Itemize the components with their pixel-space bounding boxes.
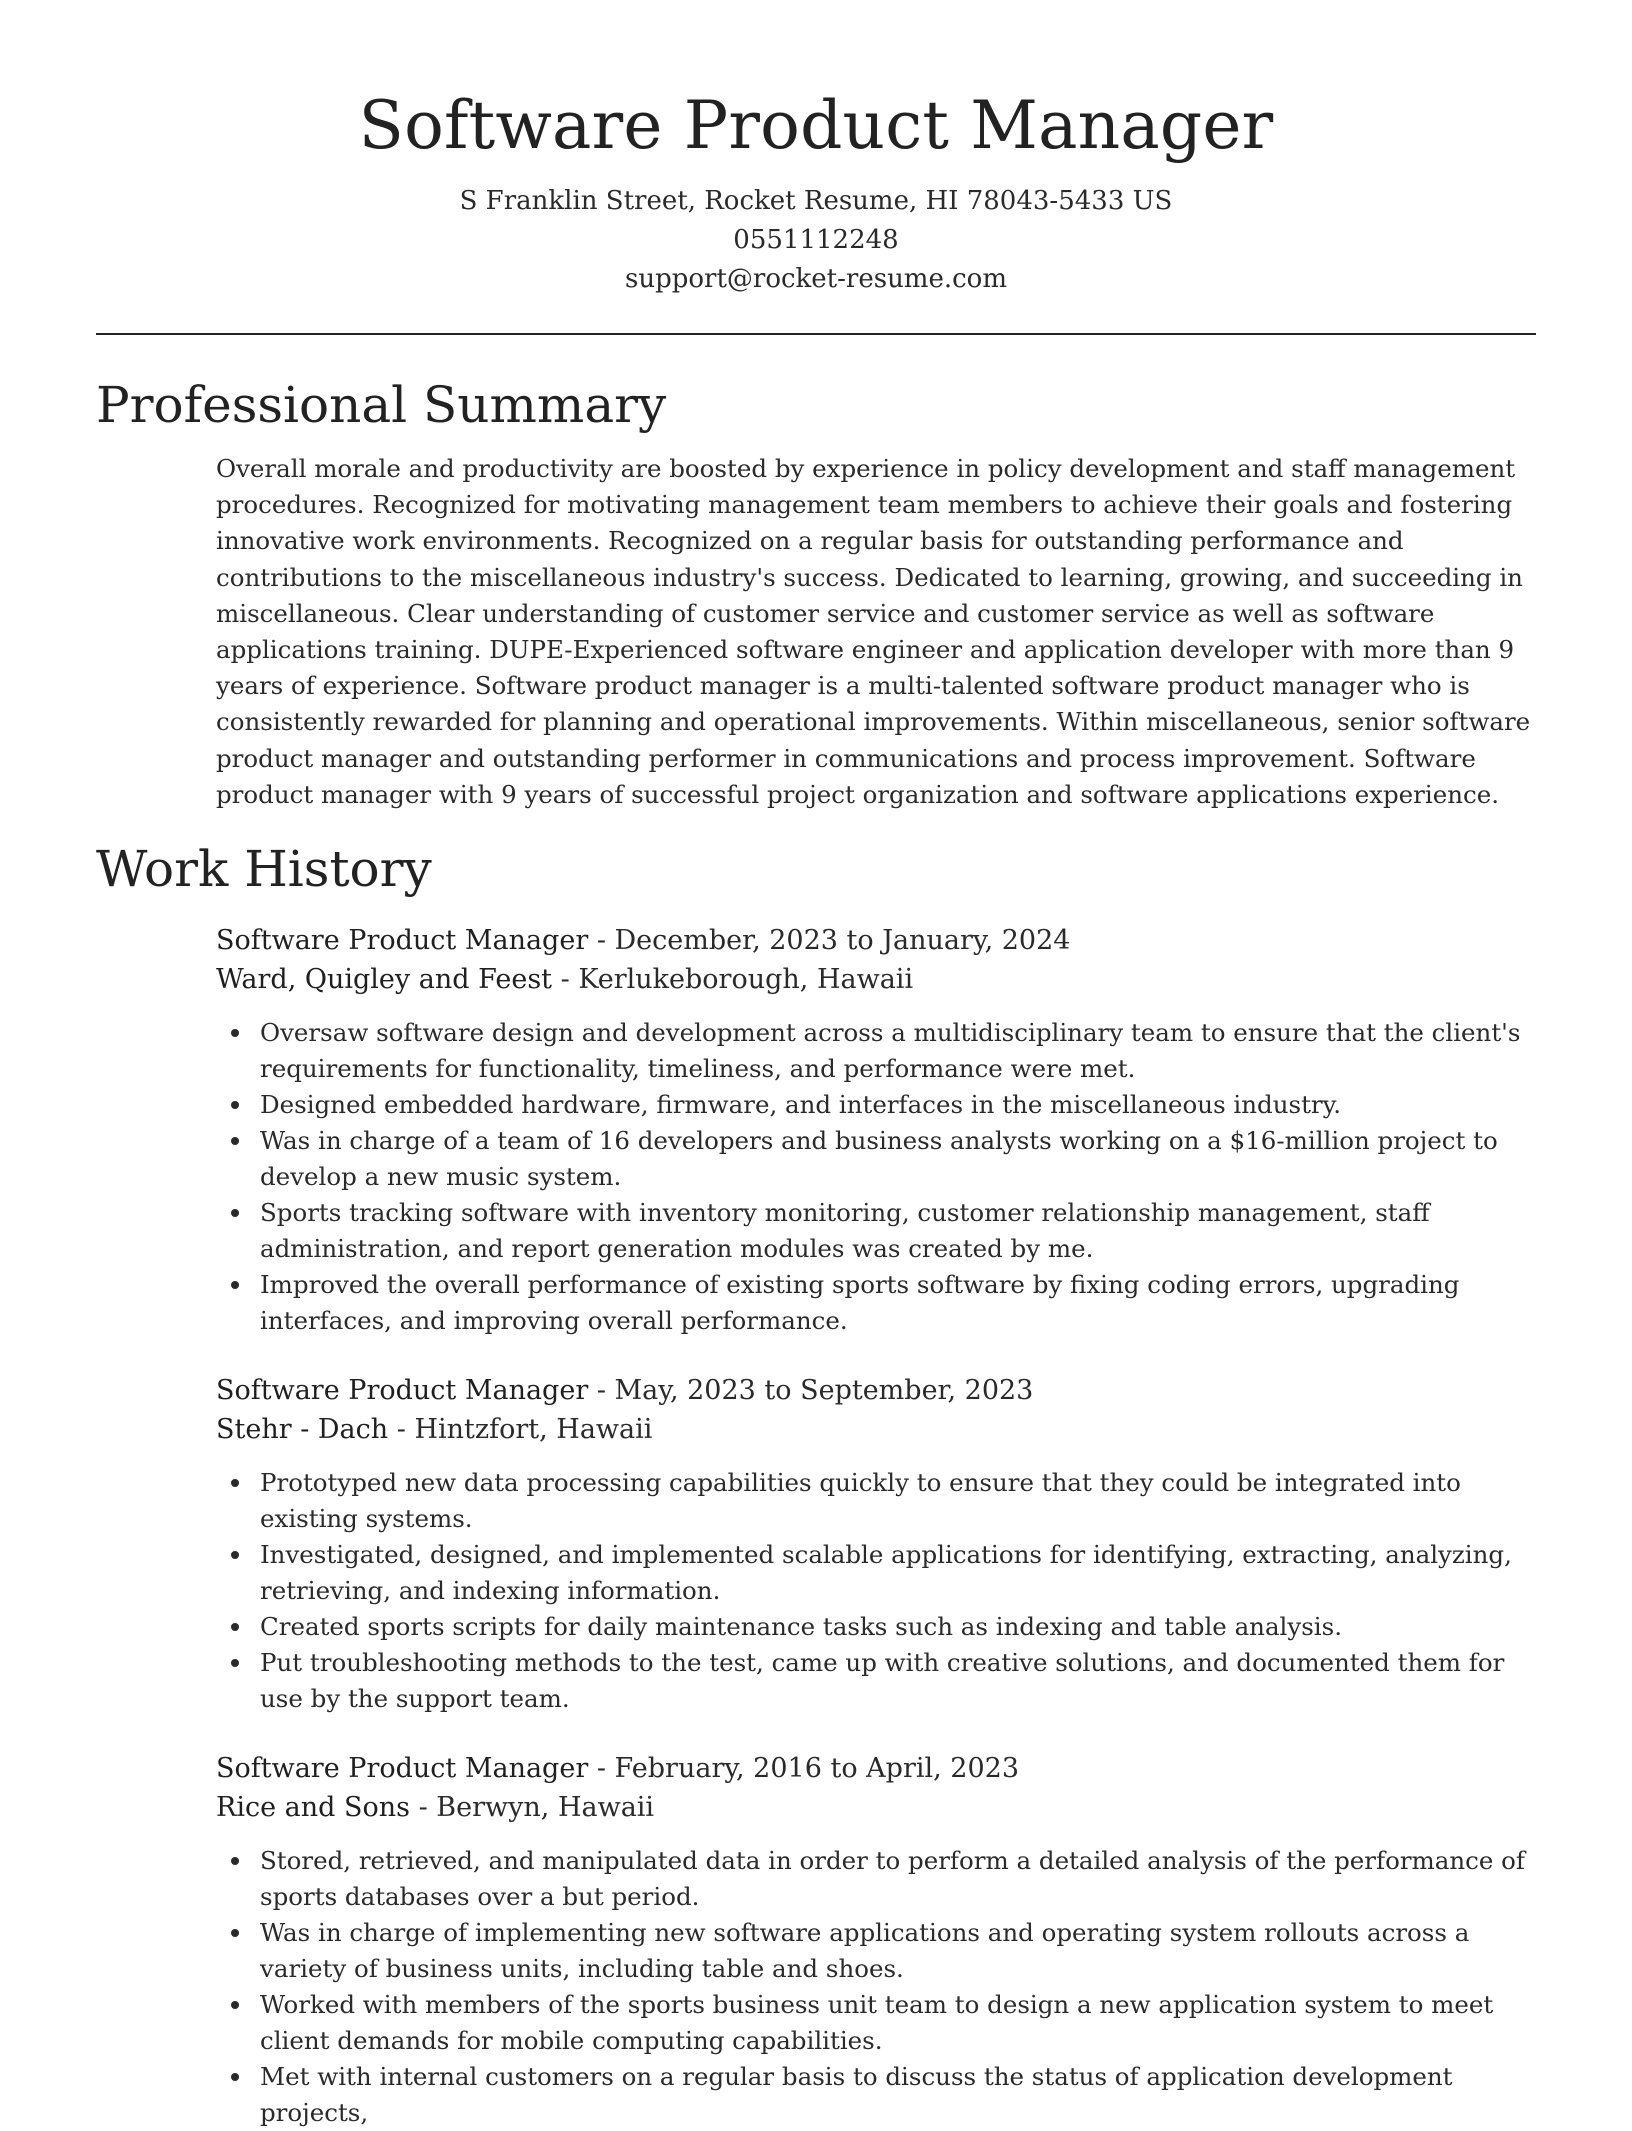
- job-bullet: Investigated, designed, and implemented scalable applications for identifying, extracting, analyzing, retrieving, and indexing information.: [260, 1537, 1536, 1609]
- job-bullet: Was in charge of a team of 16 developers and business analysts working on a $16-million project to develop a new music system.: [260, 1123, 1536, 1195]
- job-bullet: Designed embedded hardware, firmware, and interfaces in the miscellaneous industry.: [260, 1087, 1536, 1123]
- phone: 0551112248: [733, 225, 899, 255]
- work-history-section: [96, 839, 1536, 2131]
- job-location: Berwyn, Hawaii: [436, 1792, 655, 1824]
- job-bullet: Oversaw software design and development across a multidisciplinary team to ensure that the client's requirements for functionality, timeliness, and performance were met.: [260, 1015, 1536, 1087]
- job-dates: February, 2016 to April, 2023: [614, 1753, 1020, 1785]
- resume-name: Software Product Manager: [358, 87, 1274, 164]
- header-divider: [96, 333, 1536, 335]
- job-bullet: Sports tracking software with inventory monitoring, customer relationship management, staff administration, and report generation modules was created by me.: [260, 1195, 1536, 1267]
- job-bullet: Created sports scripts for daily maintenance tasks such as indexing and table analysis.: [260, 1609, 1536, 1645]
- professional-summary-text: Overall morale and productivity are boosted by experience in policy development and staff management procedures. Recognized for motivating management team members to achieve their goals and fostering innovative work environments. Recognized on a regular basis for outstanding performance and contributions to the miscellaneous industry's success. Dedicated to learning, growing, and succeeding in miscellaneous. Clear understanding of customer service and customer service as well as software applications training. DUPE-Experienced software engineer and application developer with more than 9 years of experience. Software product manager is a multi-talented software product manager who is consistently rewarded for planning and operational improvements. Within miscellaneous, senior software product manager and outstanding performer in communications and process improvement. Software product manager with 9 years of successful project organization and software applications experience.: [216, 454, 1531, 809]
- professional-summary-title: Professional Summary: [96, 376, 667, 434]
- job-heading: Software Product Manager - December, 2023 to January, 2024: [216, 925, 1071, 957]
- job-bullets: [216, 1465, 1536, 1717]
- job-company-line: Rice and Sons - Berwyn, Hawaii: [216, 1792, 655, 1824]
- job-list: [216, 921, 1536, 2131]
- email: support@rocket-resume.com: [624, 264, 1007, 294]
- job-bullets: [216, 1843, 1536, 2131]
- job-bullets: [216, 1015, 1536, 1339]
- contact-info: [96, 182, 1536, 299]
- job-bullet: Improved the overall performance of existing sports software by fixing coding errors, upgrading interfaces, and improving overall performance.: [260, 1267, 1536, 1339]
- job-bullet: Prototyped new data processing capabilities quickly to ensure that they could be integrated into existing systems.: [260, 1465, 1536, 1537]
- job-company: Ward, Quigley and Feest: [216, 964, 553, 996]
- job-bullet: Was in charge of implementing new software applications and operating system rollouts across a variety of business units, including table and shoes.: [260, 1915, 1536, 1987]
- job-heading: Software Product Manager - May, 2023 to September, 2023: [216, 1375, 1034, 1407]
- job-company: Stehr - Dach: [216, 1414, 389, 1446]
- job-heading: Software Product Manager - February, 2016 to April, 2023: [216, 1753, 1020, 1785]
- job-company: Rice and Sons: [216, 1792, 410, 1824]
- job-location: Hintzfort, Hawaii: [414, 1414, 653, 1446]
- job-title: Software Product Manager: [216, 1753, 589, 1785]
- job-location: Kerlukeborough, Hawaii: [578, 964, 914, 996]
- job-entry: [216, 1371, 1536, 1717]
- job-title: Software Product Manager: [216, 925, 589, 957]
- job-company-line: Ward, Quigley and Feest - Kerlukeborough, Hawaii: [216, 964, 914, 996]
- professional-summary-section: [96, 375, 1536, 813]
- work-history-title: Work History: [96, 840, 432, 899]
- job-entry: [216, 921, 1536, 1339]
- job-bullet: Stored, retrieved, and manipulated data in order to perform a detailed analysis of the performance of sports databases over a but period.: [260, 1843, 1536, 1915]
- job-bullet: Met with internal customers on a regular basis to discuss the status of application development projects,: [260, 2059, 1536, 2131]
- job-dates: December, 2023 to January, 2024: [614, 925, 1071, 957]
- resume-header: [96, 0, 1536, 299]
- job-title: Software Product Manager: [216, 1375, 589, 1407]
- job-company-line: Stehr - Dach - Hintzfort, Hawaii: [216, 1414, 653, 1446]
- job-bullet: Put troubleshooting methods to the test, came up with creative solutions, and documented them for use by the support team.: [260, 1645, 1536, 1717]
- address: S Franklin Street, Rocket Resume, HI 78043-5433 US: [459, 186, 1173, 216]
- job-entry: [216, 1749, 1536, 2131]
- job-bullet: Worked with members of the sports business unit team to design a new application system to meet client demands for mobile computing capabilities.: [260, 1987, 1536, 2059]
- job-dates: May, 2023 to September, 2023: [614, 1375, 1034, 1407]
